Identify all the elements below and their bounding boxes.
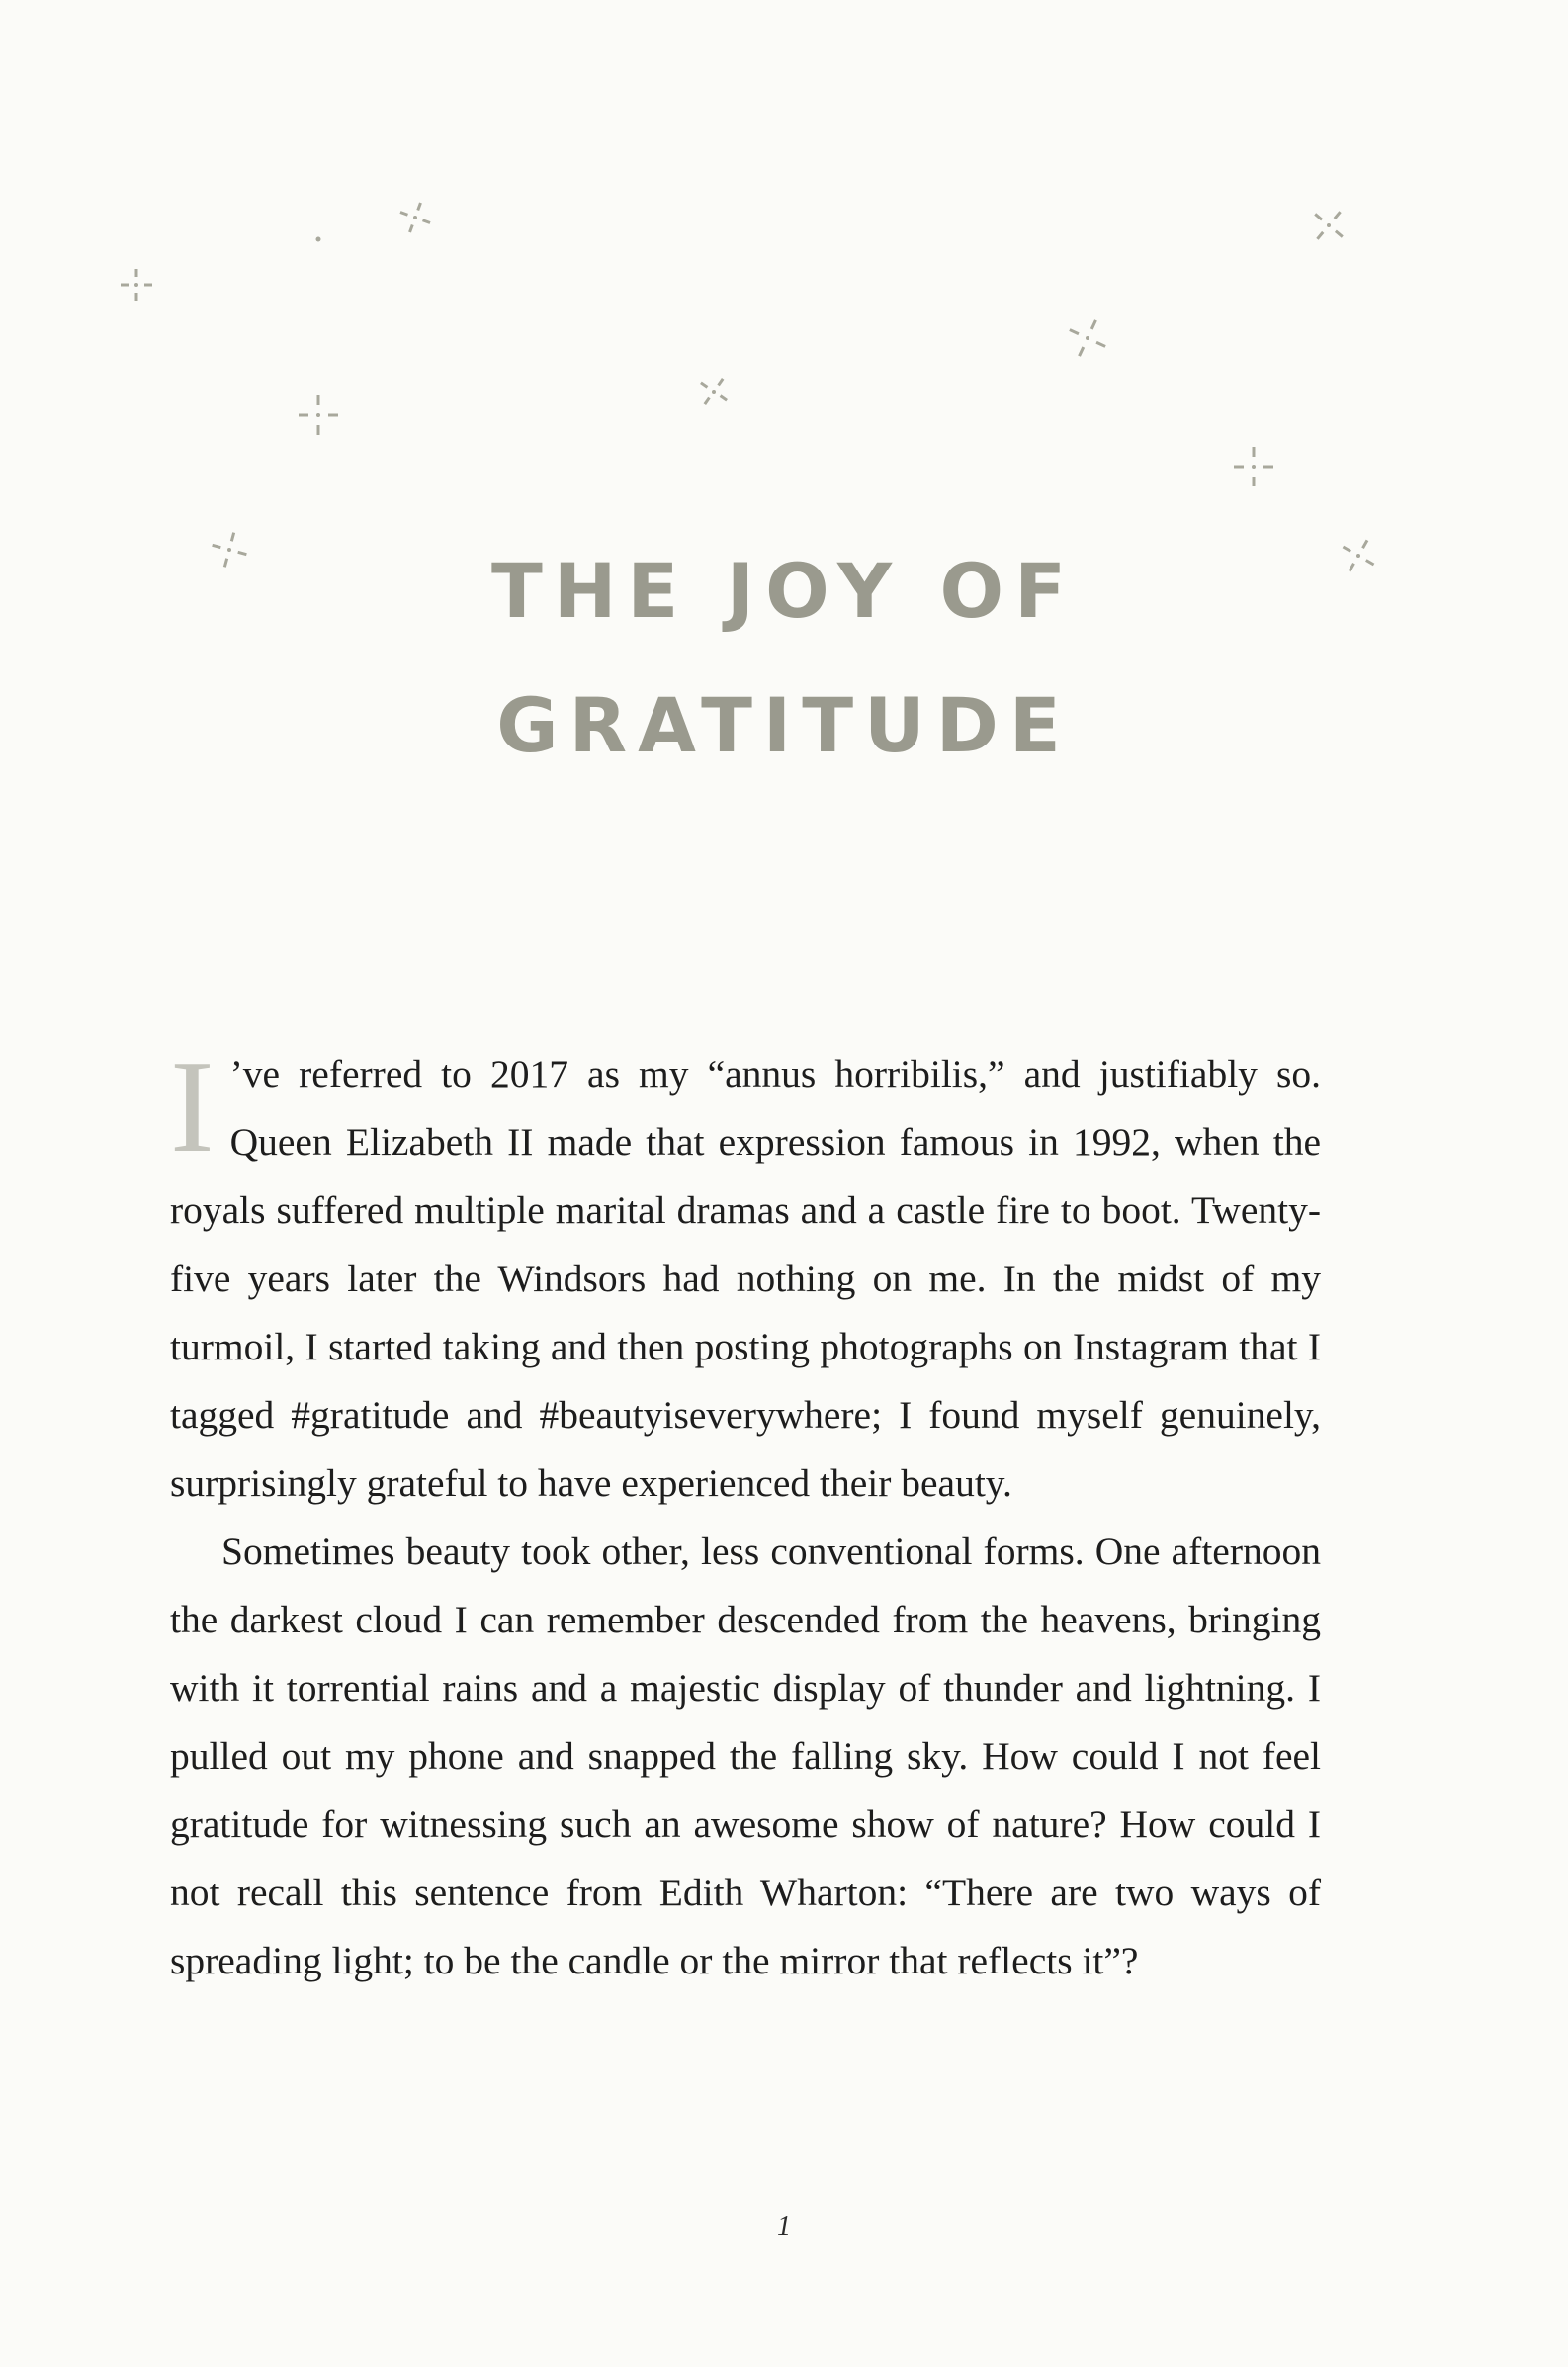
paragraph-2: Sometimes beauty took other, less conventional forms. One afternoon the darkest cloud I can remember descended from the heavens, bringing with it torrential rains and a majestic display of thunder and lightning. I pulled out my phone and snapped the falling sky. How could I not feel gratitude for witnessing such an awesome show of nature? How could I not recall this sentence from Edith Wharton: “There are two ways of spreading light; to be the candle or the mirror that reflects it”? (170, 1530, 1321, 1982)
paragraph-1 (170, 1033, 1321, 1518)
sparkle-icon (299, 395, 338, 435)
page-number: 1 (777, 2211, 791, 2241)
sparkle-icon (1314, 211, 1344, 240)
paragraph-1-text: ’ve referred to 2017 as my “annus horribilis,” and justifiably so. Queen Elizabeth II made that expression famous in 1992, when the royals suffered multiple marital dramas and a castle fire to boot. Twenty-five years later the Windsors had nothing on me. In the midst of my turmoil, I started taking and then posting photographs on Instagram that I tagged #gratitude and #beautyiseverywhere; I found myself genuinely, surprisingly grateful to have experienced their beauty. (170, 1052, 1321, 1505)
chapter-title-line-1: THE JOY OF (490, 547, 1077, 635)
sparkle-icon (399, 202, 430, 232)
chapter-body (170, 1033, 1321, 1995)
sparkle-icon (1069, 319, 1106, 357)
sparkle-icon (316, 237, 321, 242)
sparkle-icon (121, 269, 152, 301)
drop-cap: I (170, 1033, 215, 1180)
sparkle-icon (700, 378, 728, 405)
chapter-title (0, 524, 1568, 793)
sparkle-icon (1234, 447, 1273, 486)
chapter-title-line-2: GRATITUDE (496, 681, 1072, 769)
